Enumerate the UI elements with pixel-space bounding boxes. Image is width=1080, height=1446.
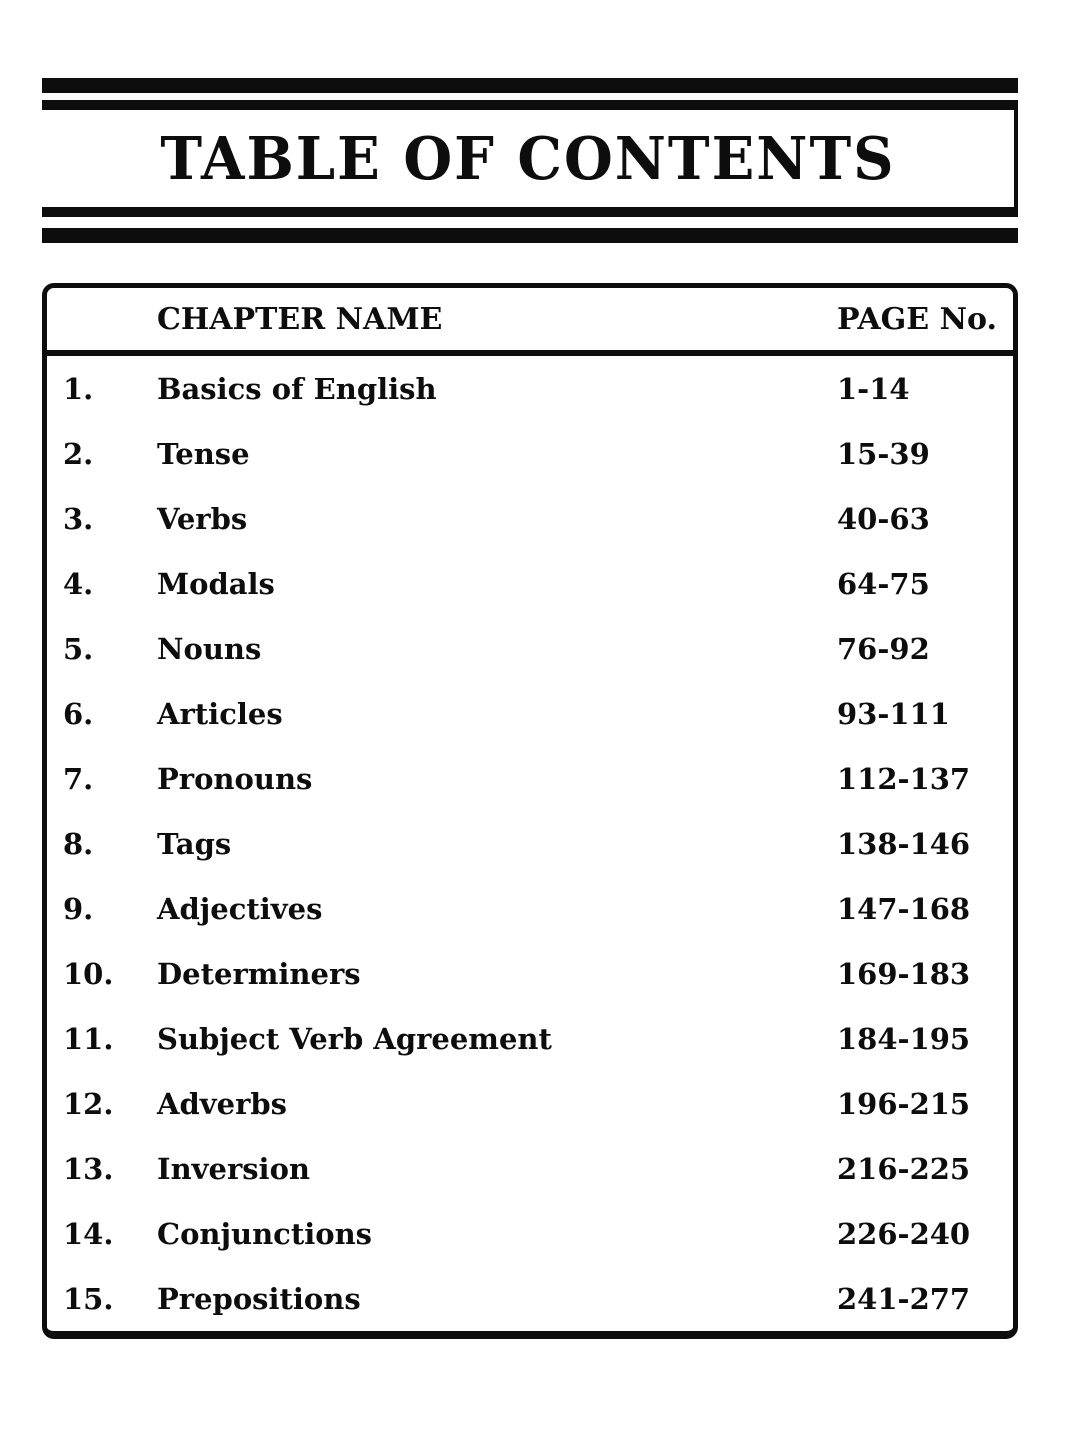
chapter-pages: 76-92 — [837, 631, 930, 666]
chapter-pages: 169-183 — [837, 956, 971, 991]
chapter-pages: 15-39 — [837, 436, 930, 471]
page-no-header: PAGE No. — [837, 301, 997, 337]
table-row — [47, 746, 1013, 811]
chapter-number: 11. — [63, 1021, 114, 1056]
chapter-name-header: CHAPTER NAME — [157, 301, 443, 337]
chapter-pages: 147-168 — [837, 891, 971, 926]
table-row — [47, 421, 1013, 486]
chapter-name: Articles — [157, 696, 283, 731]
chapter-pages: 216-225 — [837, 1151, 971, 1186]
chapter-number: 4. — [63, 566, 94, 601]
table-row — [47, 876, 1013, 941]
toc-table — [42, 283, 1018, 1339]
chapter-name: Conjunctions — [157, 1216, 372, 1251]
table-row — [47, 551, 1013, 616]
table-row — [47, 1201, 1013, 1266]
table-row — [47, 486, 1013, 551]
table-row — [47, 811, 1013, 876]
chapter-pages: 196-215 — [837, 1086, 971, 1121]
chapter-name: Prepositions — [157, 1281, 361, 1316]
chapter-pages: 241-277 — [837, 1281, 971, 1316]
chapter-number: 3. — [63, 501, 94, 536]
table-row — [47, 1006, 1013, 1071]
chapter-number: 8. — [63, 826, 94, 861]
chapter-pages: 184-195 — [837, 1021, 971, 1056]
chapter-name: Tense — [157, 436, 250, 471]
chapter-pages: 226-240 — [837, 1216, 971, 1251]
chapter-number: 13. — [63, 1151, 114, 1186]
chapter-name: Nouns — [157, 631, 262, 666]
chapter-name: Tags — [157, 826, 232, 861]
chapter-number: 1. — [63, 371, 94, 406]
chapter-name: Basics of English — [157, 371, 437, 406]
table-row — [47, 1071, 1013, 1136]
table-row — [47, 681, 1013, 746]
toc-rows — [47, 356, 1013, 1331]
banner-bottom-bar — [42, 228, 1018, 243]
title-banner — [42, 78, 1018, 243]
chapter-number: 9. — [63, 891, 94, 926]
chapter-number: 14. — [63, 1216, 114, 1251]
chapter-name: Inversion — [157, 1151, 311, 1186]
chapter-pages: 138-146 — [837, 826, 971, 861]
chapter-pages: 1-14 — [837, 371, 910, 406]
chapter-name: Verbs — [157, 501, 248, 536]
table-row — [47, 941, 1013, 1006]
chapter-name: Subject Verb Agreement — [157, 1021, 552, 1056]
toc-header-row — [47, 288, 1013, 356]
table-row — [47, 616, 1013, 681]
chapter-number: 15. — [63, 1281, 114, 1316]
chapter-name: Adjectives — [157, 891, 323, 926]
table-row — [47, 1136, 1013, 1201]
chapter-name: Modals — [157, 566, 275, 601]
chapter-number: 2. — [63, 436, 94, 471]
title-box — [42, 100, 1018, 217]
table-row — [47, 356, 1013, 421]
chapter-number: 7. — [63, 761, 94, 796]
chapter-number: 5. — [63, 631, 94, 666]
banner-top-bar — [42, 78, 1018, 93]
chapter-number: 12. — [63, 1086, 114, 1121]
chapter-pages: 112-137 — [837, 761, 971, 796]
chapter-name: Pronouns — [157, 761, 313, 796]
chapter-name: Adverbs — [157, 1086, 287, 1121]
chapter-name: Determiners — [157, 956, 361, 991]
chapter-pages: 93-111 — [837, 696, 950, 731]
chapter-pages: 64-75 — [837, 566, 930, 601]
chapter-number: 10. — [63, 956, 114, 991]
chapter-pages: 40-63 — [837, 501, 930, 536]
table-row — [47, 1266, 1013, 1331]
page-title: TABLE OF CONTENTS — [160, 123, 896, 194]
chapter-number: 6. — [63, 696, 94, 731]
